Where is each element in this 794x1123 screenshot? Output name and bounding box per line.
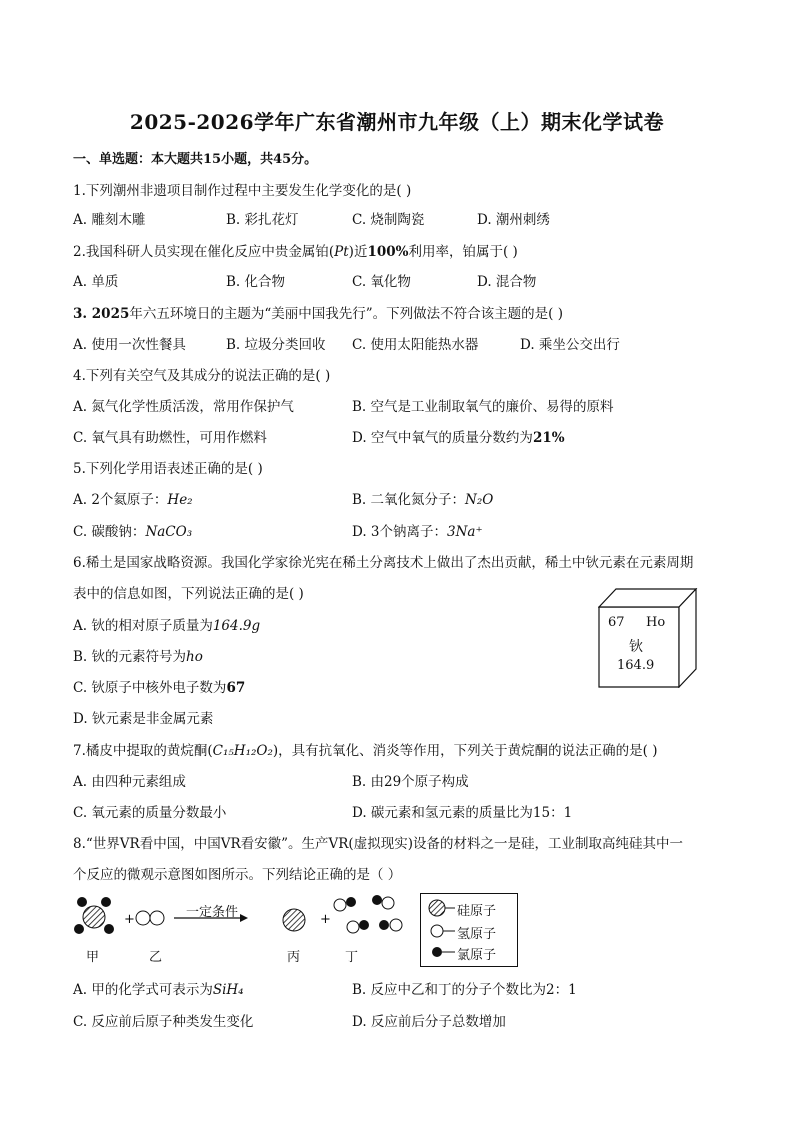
svg-text:+: + [124, 912, 135, 927]
svg-text:+: + [320, 912, 331, 927]
q4-option-b[interactable]: B. 空气是工业制取氧气的廉价、易得的原料 [352, 399, 614, 415]
element-atomic-number: 67 [608, 615, 625, 630]
q2-option-b[interactable]: B. 化合物 [226, 274, 286, 290]
q5-option-b[interactable]: B. 二氧化氮分子：N₂O [352, 492, 494, 508]
legend-chlorine: 氯原子 [457, 948, 497, 963]
q1-option-d[interactable]: D. 潮州刺绣 [477, 212, 550, 228]
q3-option-d[interactable]: D. 乘坐公交出行 [520, 337, 620, 353]
q5-option-d[interactable]: D. 3个钠离子：3Na⁺ [352, 524, 483, 540]
element-tile-holmium [598, 588, 698, 688]
question-8-stem-line2: 个反应的微观示意图如图所示。下列结论正确的是（ ） [73, 867, 402, 883]
q1-option-c[interactable]: C. 烧制陶瓷 [352, 212, 425, 228]
element-name: 钬 [629, 639, 643, 655]
q8-option-b[interactable]: B. 反应中乙和丁的分子个数比为2：1 [352, 982, 577, 998]
question-3-stem: 3. 2025年六五环境日的主题为“美丽中国我先行”。下列做法不符合该主题的是( ) [73, 306, 564, 322]
label-bing: 丙 [287, 950, 301, 965]
q1-option-a[interactable]: A. 雕刻木雕 [73, 212, 146, 228]
label-ding: 丁 [345, 950, 359, 965]
section-heading: 一、单选题：本大题共15小题，共45分。 [73, 152, 318, 167]
reaction-condition: 一定条件 [186, 905, 239, 920]
q5-option-c[interactable]: C. 碳酸钠：NaCO₃ [73, 524, 193, 540]
page-title: 2025-2026学年广东省潮州市九年级（上）期末化学试卷 [129, 110, 665, 134]
q7-option-a[interactable]: A. 由四种元素组成 [73, 774, 186, 790]
q4-option-c[interactable]: C. 氧气具有助燃性，可用作燃料 [73, 430, 267, 446]
question-8-stem-line1: 8.“世界VR看中国，中国VR看安徽”。生产VR(虚拟现实)设备的材料之一是硅，工业制取高纯硅其中一 [73, 836, 683, 852]
diagram-legend [420, 893, 518, 967]
molecule-yi-icon [136, 911, 164, 925]
silicon-atom-icon [429, 900, 445, 916]
q8-option-a[interactable]: A. 甲的化学式可表示为SiH₄ [73, 982, 244, 998]
q4-option-a[interactable]: A. 氮气化学性质活泼，常用作保护气 [73, 399, 294, 415]
q3-option-b[interactable]: B. 垃圾分类回收 [226, 337, 326, 353]
q2-option-c[interactable]: C. 氧化物 [352, 274, 411, 290]
q6-option-b[interactable]: B. 钬的元素符号为ho [73, 649, 203, 665]
q6-option-d[interactable]: D. 钬元素是非金属元素 [73, 711, 214, 727]
q1-option-b[interactable]: B. 彩扎花灯 [226, 212, 299, 228]
label-jia: 甲 [86, 950, 100, 965]
question-7-stem: 7.橘皮中提取的黄烷酮(C₁₅H₁₂O₂)，具有抗氧化、消炎等作用，下列关于黄烷酮的说法正确的是( ) [73, 743, 658, 759]
q8-option-d[interactable]: D. 反应前后分子总数增加 [352, 1014, 506, 1030]
q8-option-c[interactable]: C. 反应前后原子种类发生变化 [73, 1014, 254, 1030]
question-2-stem: 2.我国科研人员实现在催化反应中贵金属铂(Pt)近100%利用率，铂属于( ) [73, 244, 518, 260]
q7-option-b[interactable]: B. 由29个原子构成 [352, 774, 469, 790]
chlorine-atom-icon [432, 947, 442, 957]
question-4-stem: 4.下列有关空气及其成分的说法正确的是( ) [73, 368, 331, 384]
hydrogen-atom-icon [431, 925, 443, 937]
q5-option-a[interactable]: A. 2个氦原子：He₂ [73, 492, 193, 508]
molecule-ding-icon [334, 895, 402, 933]
q4-option-d[interactable]: D. 空气中氧气的质量分数约为21% [352, 430, 565, 446]
element-atomic-mass: 164.9 [617, 658, 655, 673]
question-6-stem-line1: 6.稀土是国家战略资源。我国化学家徐光宪在稀土分离技术上做出了杰出贡献，稀土中钬元素在元素周期 [73, 555, 694, 571]
question-1-stem: 1.下列潮州非遗项目制作过程中主要发生化学变化的是( ) [73, 183, 412, 199]
q6-option-c[interactable]: C. 钬原子中核外电子数为67 [73, 680, 246, 696]
question-5-stem: 5.下列化学用语表述正确的是( ) [73, 461, 263, 477]
q2-option-d[interactable]: D. 混合物 [477, 274, 537, 290]
q7-option-c[interactable]: C. 氧元素的质量分数最小 [73, 805, 227, 821]
molecule-jia-icon [74, 897, 114, 934]
question-6-stem-line2: 表中的信息如图，下列说法正确的是( ) [73, 586, 304, 602]
label-yi: 乙 [149, 950, 163, 965]
legend-silicon: 硅原子 [457, 904, 497, 919]
legend-hydrogen: 氢原子 [457, 927, 497, 942]
q7-option-d[interactable]: D. 碳元素和氢元素的质量比为15：1 [352, 805, 573, 821]
element-symbol: Ho [646, 615, 666, 630]
q6-option-a[interactable]: A. 钬的相对原子质量为164.9g [73, 618, 261, 634]
molecule-bing-icon [283, 909, 305, 931]
q3-option-c[interactable]: C. 使用太阳能热水器 [352, 337, 479, 353]
q2-option-a[interactable]: A. 单质 [73, 274, 119, 290]
q3-option-a[interactable]: A. 使用一次性餐具 [73, 337, 186, 353]
cube-outline-icon [598, 588, 698, 688]
